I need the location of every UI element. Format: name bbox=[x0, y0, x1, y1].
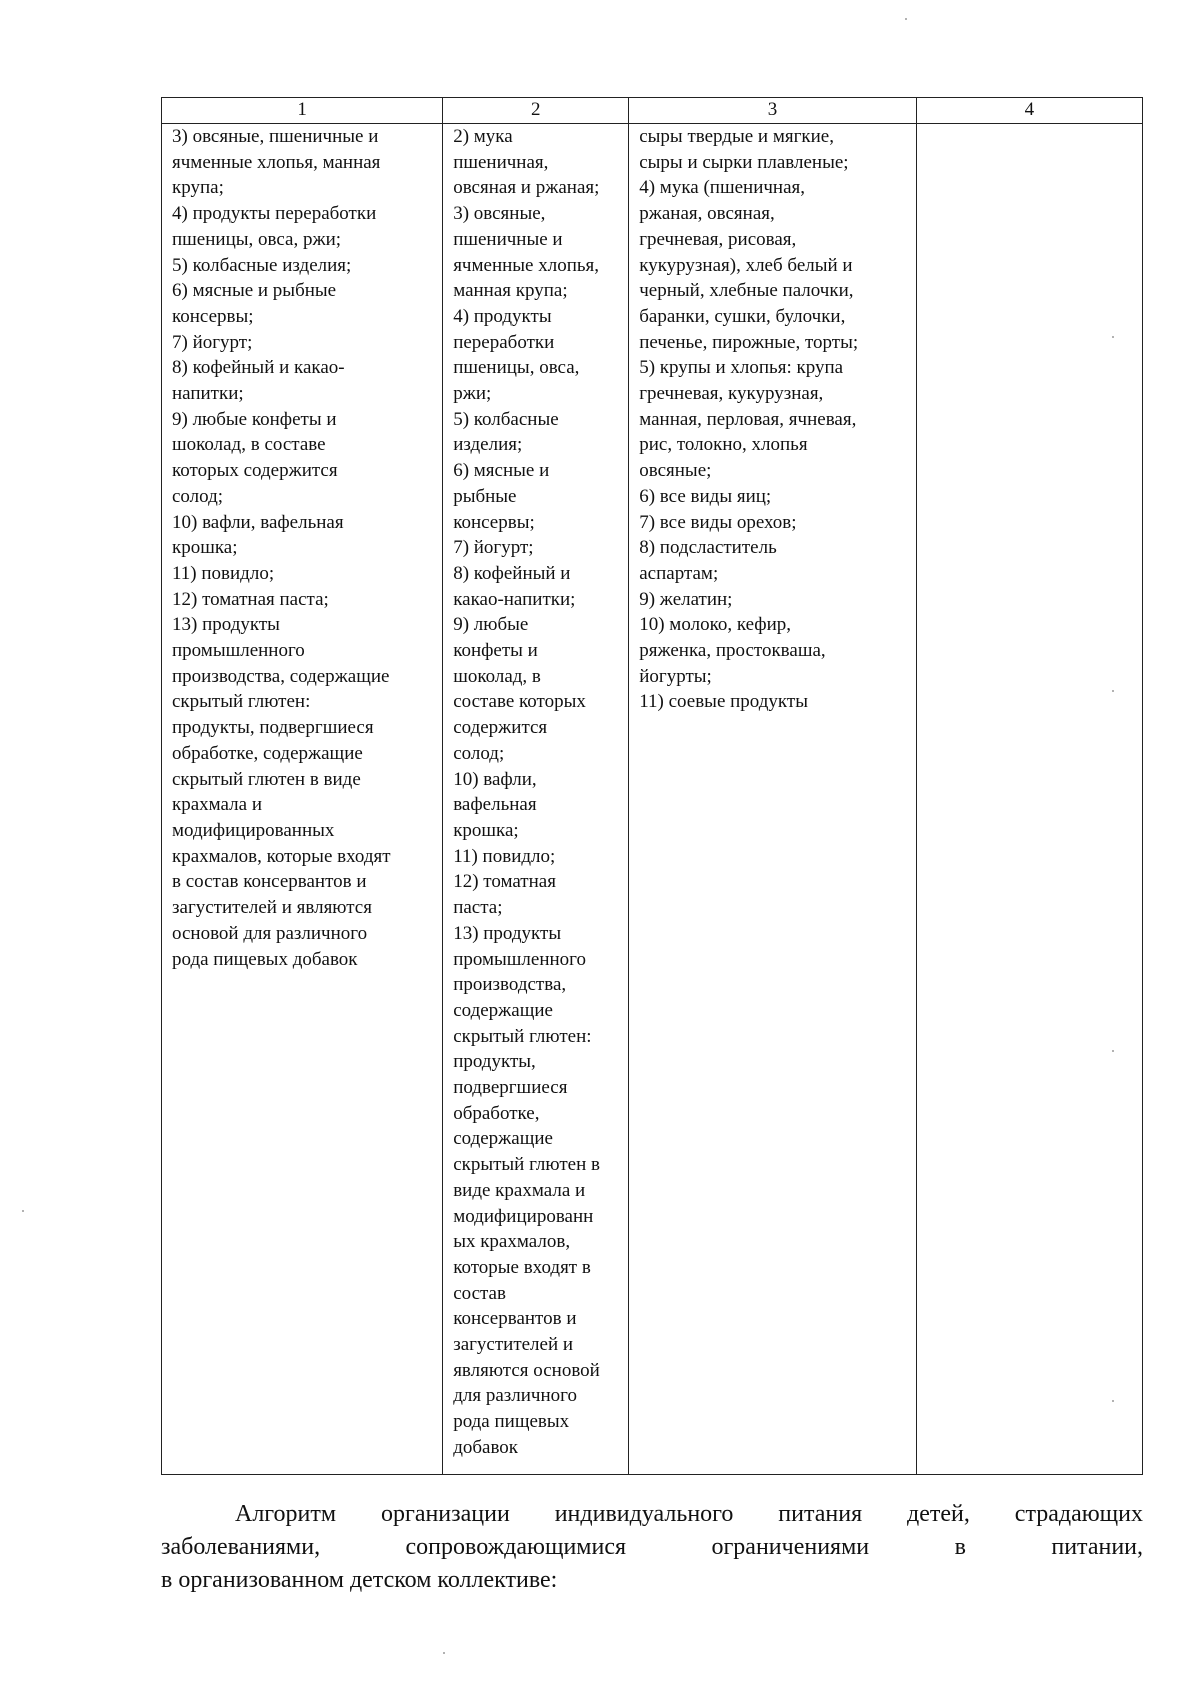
cell-line: 8) кофейный и какао- bbox=[172, 357, 345, 379]
cell-line: баранки, сушки, булочки, bbox=[639, 305, 846, 327]
cell-line: 7) йогурт; bbox=[172, 331, 253, 353]
cell-line: рода пищевых добавок bbox=[172, 948, 358, 970]
cell-line: паста; bbox=[453, 897, 503, 919]
cell-line: печенье, пирожные, торты; bbox=[639, 331, 859, 353]
cell-line: являются основой bbox=[453, 1359, 600, 1381]
cell-line: которые входят в bbox=[453, 1256, 591, 1278]
scan-speck bbox=[1112, 690, 1114, 692]
cell-line: ряженка, простокваша, bbox=[639, 640, 826, 662]
cell-line: рода пищевых bbox=[453, 1411, 570, 1433]
cell-line: черный, хлебные палочки, bbox=[639, 280, 854, 302]
cell-line: манная крупа; bbox=[453, 280, 568, 302]
cell-line: вафельная bbox=[453, 794, 537, 816]
cell-line: рис, толокно, хлопья bbox=[639, 434, 808, 456]
cell-line: крахмалов, которые входят bbox=[172, 845, 391, 867]
cell-line: загустителей и являются bbox=[172, 897, 372, 919]
cell-line: какао-напитки; bbox=[453, 588, 576, 610]
cell-line: 13) продукты bbox=[453, 922, 562, 944]
cell-line: консервы; bbox=[453, 511, 535, 533]
cell-line: 10) молоко, кефир, bbox=[639, 614, 791, 636]
cell-line: конфеты и bbox=[453, 640, 538, 662]
cell-line: 7) йогурт; bbox=[453, 537, 534, 559]
cell-line: 5) колбасные bbox=[453, 408, 559, 430]
table-cell-col2 bbox=[443, 124, 629, 1475]
cell-line: 13) продукты bbox=[172, 614, 280, 636]
column-header-3: 3 bbox=[629, 98, 917, 124]
cell-line: ржаная, овсяная, bbox=[639, 203, 775, 225]
cell-line: промышленного bbox=[172, 640, 305, 662]
cell-line: промышленного bbox=[453, 948, 586, 970]
cell-line: 5) крупы и хлопья: крупа bbox=[639, 357, 844, 379]
cell-line: модифицированн bbox=[453, 1205, 594, 1227]
cell-line: йогурты; bbox=[639, 665, 712, 687]
table-cell-col4 bbox=[916, 124, 1142, 1475]
cell-line: модифицированных bbox=[172, 819, 335, 841]
cell-line: продукты, bbox=[453, 1051, 536, 1073]
cell-line: ржи; bbox=[453, 383, 492, 405]
cell-line: добавок bbox=[453, 1436, 519, 1458]
cell-line: 11) повидло; bbox=[172, 562, 275, 584]
cell-line: для различного bbox=[453, 1385, 577, 1407]
cell-line: 12) томатная паста; bbox=[172, 588, 329, 610]
table-header-row bbox=[162, 98, 1143, 124]
cell-line: 4) продукты переработки bbox=[172, 203, 377, 225]
cell-line: консервантов и bbox=[453, 1308, 577, 1330]
cell-line: содержащие bbox=[453, 1128, 553, 1150]
cell-line: шоколад, в составе bbox=[172, 434, 326, 456]
cell-line: продукты, подвергшиеся bbox=[172, 717, 374, 739]
cell-line: загустителей и bbox=[453, 1334, 574, 1356]
cell-line: 8) кофейный и bbox=[453, 562, 571, 584]
cell-line: овсяные; bbox=[639, 460, 712, 482]
cell-line: манная, перловая, ячневая, bbox=[639, 408, 857, 430]
cell-line: крупа; bbox=[172, 177, 224, 199]
cell-line: пшеничная, bbox=[453, 151, 549, 173]
cell-line: ячменные хлопья, манная bbox=[172, 151, 381, 173]
cell-line: 9) желатин; bbox=[639, 588, 733, 610]
food-restrictions-table bbox=[161, 97, 1143, 1475]
cell-line: 10) вафли, вафельная bbox=[172, 511, 344, 533]
cell-line: переработки bbox=[453, 331, 555, 353]
algorithm-paragraph bbox=[161, 1498, 1143, 1597]
cell-line: содержится bbox=[453, 717, 548, 739]
cell-line: овсяная и ржаная; bbox=[453, 177, 600, 199]
cell-line: ячменные хлопья, bbox=[453, 254, 600, 276]
cell-line: сыры и сырки плавленые; bbox=[639, 151, 849, 173]
cell-line: сыры твердые и мягкие, bbox=[639, 126, 834, 147]
cell-line: 5) колбасные изделия; bbox=[172, 254, 352, 276]
scan-speck bbox=[1112, 1400, 1114, 1402]
cell-line: пшеницы, овса, ржи; bbox=[172, 228, 342, 250]
cell-line: солод; bbox=[172, 485, 224, 507]
table-cell-col3 bbox=[629, 124, 917, 1475]
column-header-4: 4 bbox=[916, 98, 1142, 124]
cell-line: рыбные bbox=[453, 485, 517, 507]
cell-line: напитки; bbox=[172, 383, 244, 405]
cell-line: содержащие bbox=[453, 999, 553, 1021]
cell-line: скрытый глютен: bbox=[172, 691, 311, 713]
scan-speck bbox=[1112, 1050, 1114, 1052]
cell-line: крошка; bbox=[453, 819, 519, 841]
cell-line: составе которых bbox=[453, 691, 586, 713]
cell-line: обработке, содержащие bbox=[172, 742, 363, 764]
cell-line: подвергшиеся bbox=[453, 1077, 568, 1099]
cell-line: скрытый глютен в bbox=[453, 1154, 600, 1176]
cell-line: крахмала и bbox=[172, 794, 262, 816]
cell-line: обработке, bbox=[453, 1102, 540, 1124]
table-cell-col1 bbox=[162, 124, 443, 1475]
cell-line: скрытый глютен: bbox=[453, 1025, 592, 1047]
cell-line: консервы; bbox=[172, 305, 254, 327]
cell-line: 9) любые конфеты и bbox=[172, 408, 337, 430]
cell-line: производства, содержащие bbox=[172, 665, 390, 687]
cell-line: 6) все виды яиц; bbox=[639, 485, 772, 507]
cell-line: солод; bbox=[453, 742, 505, 764]
cell-line: изделия; bbox=[453, 434, 523, 456]
scan-speck bbox=[443, 1652, 445, 1654]
cell-line: 7) все виды орехов; bbox=[639, 511, 797, 533]
cell-line: пшеничные и bbox=[453, 228, 563, 250]
cell-line: скрытый глютен в виде bbox=[172, 768, 361, 790]
cell-line: 6) мясные и рыбные bbox=[172, 280, 337, 302]
cell-line: 6) мясные и bbox=[453, 460, 550, 482]
table-row bbox=[162, 124, 1143, 1475]
cell-line: ых крахмалов, bbox=[453, 1231, 571, 1253]
column-header-1: 1 bbox=[162, 98, 443, 124]
cell-line: гречневая, кукурузная, bbox=[639, 383, 824, 405]
cell-line: 10) вафли, bbox=[453, 768, 537, 790]
cell-line: 2) мука bbox=[453, 126, 513, 147]
cell-line: аспартам; bbox=[639, 562, 719, 584]
cell-line: 4) мука (пшеничная, bbox=[639, 177, 806, 199]
cell-line: производства, bbox=[453, 974, 567, 996]
cell-line: основой для различного bbox=[172, 922, 368, 944]
column-header-2: 2 bbox=[443, 98, 629, 124]
scan-speck bbox=[905, 18, 907, 20]
paragraph-line: Алгоритм организации индивидуального питания детей, страдающих bbox=[235, 1501, 1143, 1527]
cell-line: пшеницы, овса, bbox=[453, 357, 580, 379]
scan-speck bbox=[22, 1210, 24, 1212]
cell-line: 9) любые bbox=[453, 614, 529, 636]
cell-line: шоколад, в bbox=[453, 665, 541, 687]
cell-line: виде крахмала и bbox=[453, 1179, 586, 1201]
paragraph-line: в организованном детском коллективе: bbox=[161, 1567, 558, 1593]
cell-line: гречневая, рисовая, bbox=[639, 228, 797, 250]
cell-line: 12) томатная bbox=[453, 871, 556, 893]
cell-line: крошка; bbox=[172, 537, 238, 559]
cell-line: 3) овсяные, пшеничные и bbox=[172, 126, 379, 147]
cell-line: 4) продукты bbox=[453, 305, 552, 327]
scan-speck bbox=[1112, 336, 1114, 338]
cell-line: которых содержится bbox=[172, 460, 338, 482]
cell-line: в состав консервантов и bbox=[172, 871, 367, 893]
cell-line: состав bbox=[453, 1282, 506, 1304]
cell-line: 8) подсластитель bbox=[639, 537, 777, 559]
cell-line: 11) повидло; bbox=[453, 845, 556, 867]
cell-line: кукурузная), хлеб белый и bbox=[639, 254, 853, 276]
cell-line: 11) соевые продукты bbox=[639, 691, 808, 713]
paragraph-line: заболеваниями, сопровождающимися ограничениями в питании, bbox=[161, 1534, 1143, 1560]
cell-line: 3) овсяные, bbox=[453, 203, 546, 225]
